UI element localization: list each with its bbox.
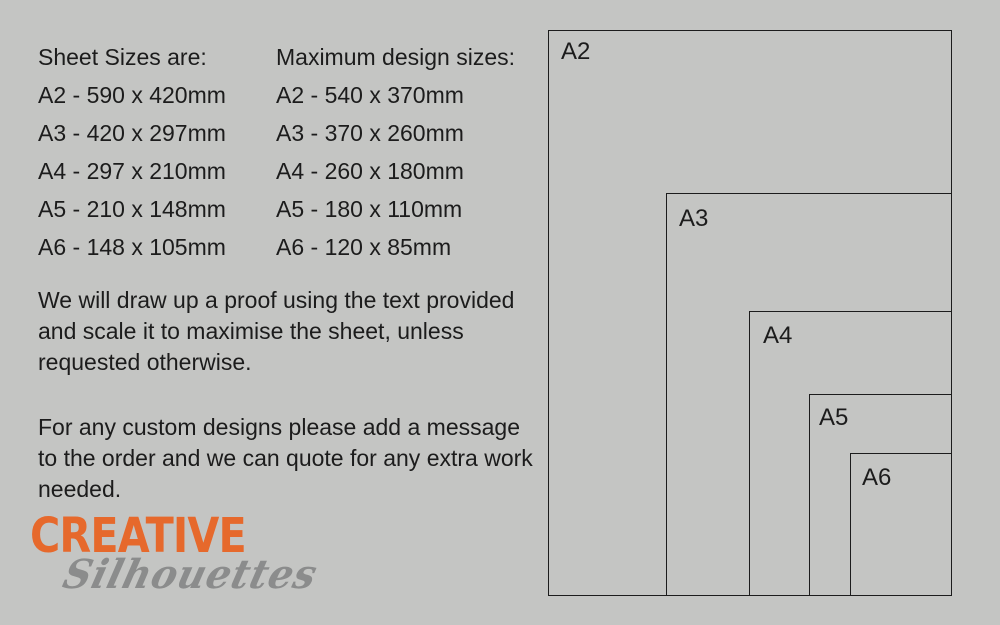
design-sizes-heading: Maximum design sizes:	[276, 44, 516, 70]
logo-wordmark-silhouettes: Silhouettes	[58, 551, 323, 598]
sheet-label-a4: A4	[763, 322, 793, 349]
sheet-sizes-list	[38, 38, 226, 266]
design-sizes-list	[276, 38, 515, 266]
logo-wordmark-creative: CREATIVE	[30, 508, 246, 564]
design-size-a3: A3 - 370 x 260mm	[276, 120, 464, 146]
custom-design-paragraph: For any custom designs please add a message to the order and we can quote for any extra work needed.	[38, 414, 533, 502]
sheet-label-a6: A6	[862, 464, 892, 491]
proof-paragraph: We will draw up a proof using the text provided and scale it to maximise the sheet, unless requested otherwise.	[38, 287, 515, 375]
design-size-a4: A4 - 260 x 180mm	[276, 158, 464, 184]
sheet-sizes-heading: Sheet Sizes are:	[38, 44, 207, 70]
sheet-label-a5: A5	[819, 404, 849, 431]
sheet-size-a3: A3 - 420 x 297mm	[38, 120, 226, 146]
sheet-size-a4: A4 - 297 x 210mm	[38, 158, 226, 184]
sheet-size-a6: A6 - 148 x 105mm	[38, 234, 226, 260]
design-size-a2: A2 - 540 x 370mm	[276, 82, 464, 108]
sheet-size-a2: A2 - 590 x 420mm	[38, 82, 226, 108]
sheet-size-diagram	[548, 30, 952, 596]
sheet-size-a5: A5 - 210 x 148mm	[38, 196, 226, 222]
design-size-a5: A5 - 180 x 110mm	[276, 196, 463, 222]
sheet-label-a3: A3	[679, 205, 709, 232]
design-size-a6: A6 - 120 x 85mm	[276, 234, 452, 260]
sheet-label-a2: A2	[561, 38, 591, 65]
creative-silhouettes-logo	[30, 508, 323, 618]
